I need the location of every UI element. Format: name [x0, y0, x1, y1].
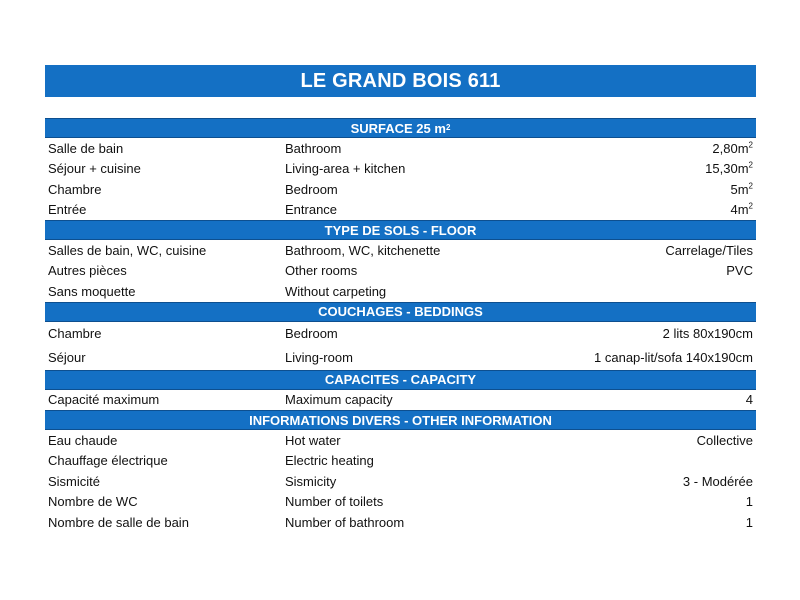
table-row [45, 346, 756, 370]
cell-en: Entrance [285, 202, 338, 218]
table-row [45, 200, 756, 221]
cell-fr: Eau chaude [48, 432, 118, 448]
table-row [45, 281, 756, 302]
table-row [45, 492, 756, 513]
cell-value: 1 [745, 514, 753, 530]
table-row [45, 471, 756, 492]
cell-value [535, 182, 756, 197]
cell-en: Number of bathroom [285, 514, 405, 530]
cell-value [535, 161, 756, 176]
cell-fr: Séjour + cuisine [48, 161, 141, 177]
table-row [45, 261, 756, 282]
cell-value: 3 - Modérée [682, 473, 753, 489]
table-row [45, 179, 756, 200]
table-row [45, 512, 756, 533]
cell-en: Electric heating [285, 453, 374, 469]
cell-fr: Capacité maximum [48, 392, 160, 408]
superscript: 2 [748, 201, 753, 211]
table-row [45, 430, 756, 451]
section-header-floor [45, 220, 756, 240]
cell-value [535, 202, 756, 217]
section-header-capacity [45, 370, 756, 390]
cell-value: 1 canap-lit/sofa 140x190cm [594, 350, 753, 365]
cell-en: Sismicity [285, 473, 337, 489]
superscript: 2 [748, 160, 753, 170]
cell-en: Living-area + kitchen [285, 161, 406, 177]
cell-value: Collective [696, 432, 753, 448]
section-title: SURFACE 25 m [350, 120, 446, 136]
section-title: COUCHAGES - BEDDINGS [318, 304, 483, 319]
table-row [45, 451, 756, 472]
cell-fr: Autres pièces [48, 263, 127, 279]
cell-fr: Sismicité [48, 473, 101, 489]
cell-fr: Chambre [48, 181, 102, 197]
section-title: INFORMATIONS DIVERS - OTHER INFORMATION [249, 412, 552, 428]
section-header-surface: SURFACE 25 m 2 [45, 118, 756, 138]
cell-value: 2 lits 80x190cm [662, 326, 753, 341]
section-header-beddings [45, 302, 756, 322]
cell-fr: Séjour [48, 350, 86, 365]
superscript: 2 [748, 140, 753, 150]
cell-value: 1 [745, 494, 753, 510]
table-row [45, 159, 756, 180]
cell-value: PVC [726, 263, 753, 279]
table-row [45, 390, 756, 411]
table-row [45, 240, 756, 261]
cell-en: Bathroom, WC, kitchenette [285, 242, 441, 258]
cell-fr: Salle de bain [48, 140, 124, 156]
info-sheet [45, 118, 756, 533]
cell-value [535, 141, 756, 156]
cell-fr: Sans moquette [48, 283, 136, 299]
section-title: TYPE DE SOLS - FLOOR [324, 222, 477, 238]
cell-en: Number of toilets [285, 494, 384, 510]
superscript: 2 [748, 181, 753, 191]
value-text: 2,80m [712, 140, 749, 156]
cell-fr: Nombre de WC [48, 494, 138, 510]
cell-en: Hot water [285, 432, 341, 448]
page-title: LE GRAND BOIS 611 [45, 65, 756, 97]
section-title: CAPACITES - CAPACITY [324, 372, 477, 387]
cell-en: Bathroom [285, 140, 342, 156]
cell-en: Bedroom [285, 181, 338, 197]
value-text: 15,30m [705, 161, 749, 177]
cell-en: Without carpeting [285, 283, 387, 299]
section-header-other [45, 410, 756, 430]
cell-fr: Chauffage électrique [48, 453, 168, 469]
table-row [45, 138, 756, 159]
cell-en: Bedroom [285, 326, 338, 341]
cell-en: Maximum capacity [285, 392, 393, 408]
cell-en: Living-room [285, 350, 353, 365]
table-row [45, 322, 756, 346]
cell-fr: Salles de bain, WC, cuisine [48, 242, 207, 258]
cell-value: 4 [745, 392, 753, 408]
cell-fr: Entrée [48, 202, 87, 218]
cell-fr: Chambre [48, 326, 102, 341]
value-text: 5m [730, 181, 749, 197]
value-text: 4m [730, 202, 749, 218]
cell-en: Other rooms [285, 263, 358, 279]
cell-value: Carrelage/Tiles [665, 242, 753, 258]
cell-fr: Nombre de salle de bain [48, 514, 189, 530]
